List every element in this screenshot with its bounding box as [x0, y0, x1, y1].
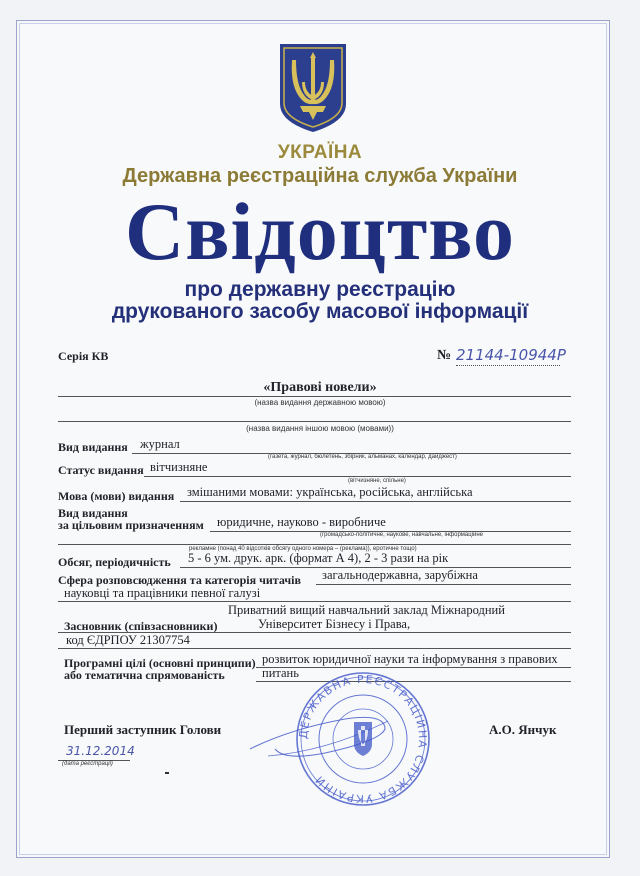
certificate-title: Свідоцтво [124, 186, 515, 277]
name-caption: (назва видання державною мовою) [254, 398, 386, 407]
purpose-value: юридичне, науково - виробниче [217, 515, 386, 529]
status-caption: (вітчизняне, спільне) [348, 478, 406, 484]
publication-name: «Правові новели» [263, 380, 377, 395]
sphere-label: Сфера розповсюдження та категорія читачів [58, 573, 301, 587]
volume-value: 5 - 6 ум. друк. арк. (формат А 4), 2 - 3 рази на рік [188, 551, 449, 565]
purpose-caption: (громадсько-політичне, наукове, навчальне, інформаційне [320, 532, 484, 538]
goals-label-1: Програмні цілі (основні принципи) [64, 656, 256, 670]
purpose-label-2: за цільовим призначенням [58, 518, 204, 532]
date-caption: (дата реєстрації) [62, 761, 113, 767]
purpose-label-1: Вид видання [58, 506, 128, 520]
language-value: змішаними мовами: українська, російська, англійська [187, 485, 473, 499]
registration-number: 21144-10944Р [456, 346, 566, 364]
country-name: УКРАЇНА [277, 142, 363, 163]
series-label: Серія КВ [58, 349, 109, 363]
signer-position: Перший заступник Голови [64, 722, 222, 737]
founder-label: Засновник (співзасновники) [64, 619, 218, 633]
language-label: Мова (мови) видання [58, 489, 175, 503]
dot-mark [165, 772, 169, 774]
svg-text:ДЕРЖАВНА РЕЄСТРАЦІЙНА СЛУЖБА У: ДЕРЖАВНА РЕЄСТРАЦІЙНА СЛУЖБА УКРАЇНИ [296, 672, 430, 806]
goals-label-2: або тематична спрямованість [64, 668, 225, 682]
trident-emblem-icon [278, 42, 348, 134]
ads-caption: рекламне (понад 40 відсотків обсягу одного номера – (реклама)), еротичне тощо) [189, 546, 417, 552]
founder-value-2: Університет Бізнесу і Права, [258, 617, 411, 631]
subtitle-line-1: про державну реєстрацію [184, 278, 456, 301]
founder-value-1: Приватний вищий навчальний заклад Міжнародний [228, 603, 505, 617]
readers-value: науковці та працівники певної галузі [64, 586, 261, 600]
number-sign: № [437, 348, 452, 363]
type-value: журнал [140, 437, 180, 451]
volume-label: Обсяг, періодичність [58, 555, 171, 569]
name-other-caption: (назва видання іншою мовою (мовами)) [246, 424, 394, 433]
status-value: вітчизняне [150, 460, 208, 474]
sphere-value: загальнодержавна, зарубіжна [322, 568, 478, 582]
status-label: Статус видання [58, 463, 144, 477]
subtitle-line-2: друкованого засобу масової інформації [111, 300, 529, 323]
type-label: Вид видання [58, 440, 128, 454]
goals-value-1: розвиток юридичної науки та інформування з правових [262, 652, 558, 666]
official-seal-icon [248, 664, 448, 814]
registration-date: 31.12.2014 [66, 744, 135, 758]
founder-value-3: код ЄДРПОУ 21307754 [66, 633, 190, 647]
type-caption: (газета, журнал, бюлетень, збірник, альманах, календар, дайджест) [268, 454, 457, 460]
signer-name: А.О. Янчук [489, 722, 557, 737]
goals-value-2: питань [262, 666, 299, 680]
agency-name: Державна реєстраційна служба України [122, 165, 518, 187]
